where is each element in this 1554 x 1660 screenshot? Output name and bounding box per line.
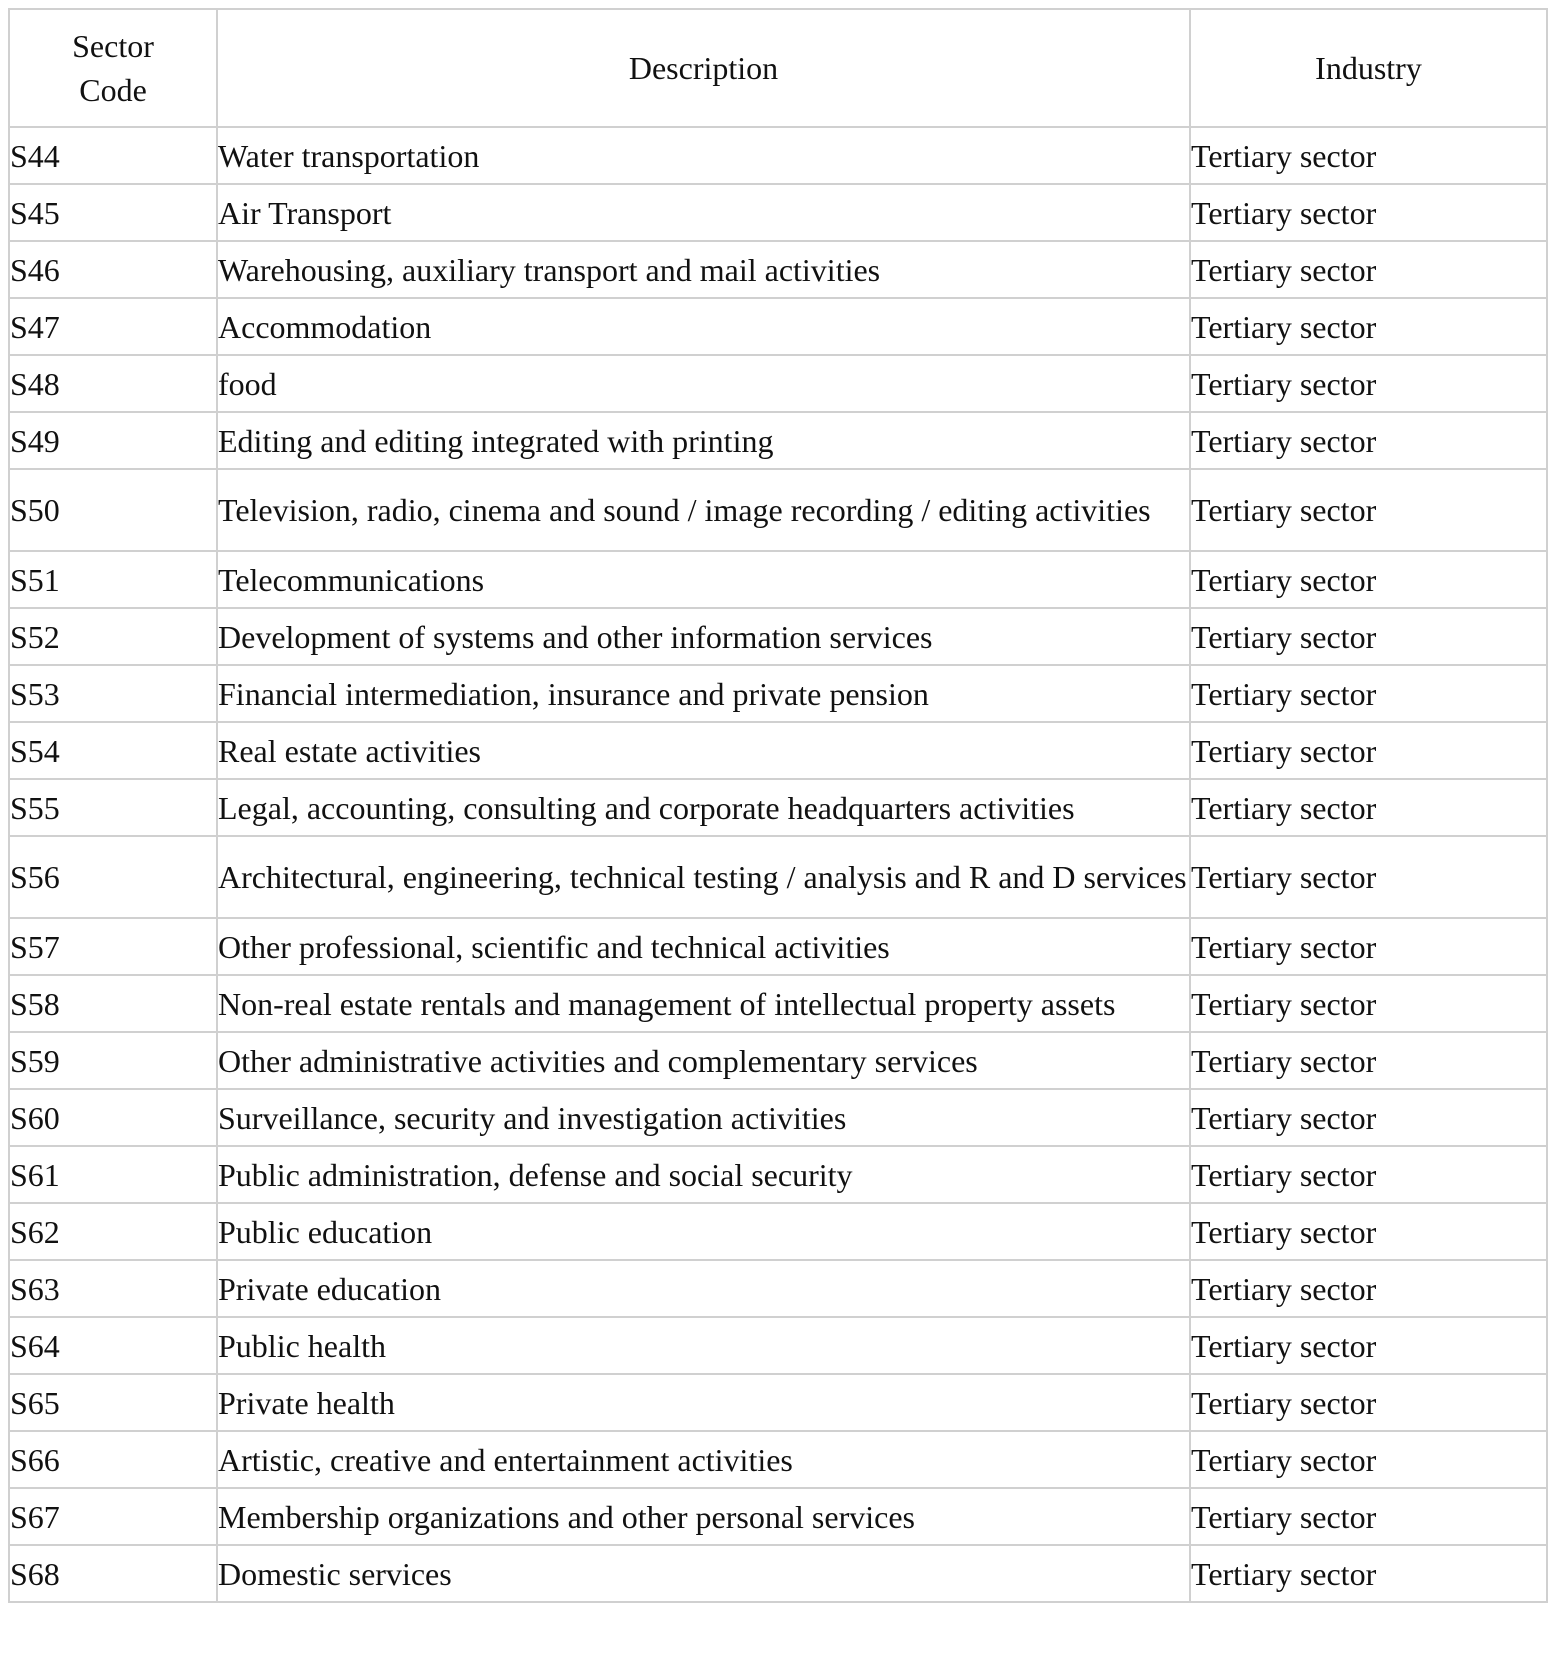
table-row <box>9 551 1547 608</box>
sector-code-cell: S64 <box>9 1317 217 1374</box>
table-row <box>9 1146 1547 1203</box>
sector-code-cell: S53 <box>9 665 217 722</box>
description-cell: Domestic services <box>217 1545 1190 1602</box>
sector-code-cell: S55 <box>9 779 217 836</box>
sector-code-cell: S62 <box>9 1203 217 1260</box>
table-row <box>9 1260 1547 1317</box>
description-cell: Financial intermediation, insurance and private pension <box>217 665 1190 722</box>
sector-code-cell: S60 <box>9 1089 217 1146</box>
table-row <box>9 469 1547 551</box>
table-row <box>9 355 1547 412</box>
table-row <box>9 412 1547 469</box>
description-cell: Surveillance, security and investigation activities <box>217 1089 1190 1146</box>
description-cell: Development of systems and other information services <box>217 608 1190 665</box>
table-body <box>9 127 1547 1602</box>
description-cell: Non-real estate rentals and management of intellectual property assets <box>217 975 1190 1032</box>
industry-cell: Tertiary sector <box>1190 241 1547 298</box>
table-header <box>9 9 1547 127</box>
industry-cell: Tertiary sector <box>1190 1545 1547 1602</box>
industry-cell: Tertiary sector <box>1190 722 1547 779</box>
industry-cell: Tertiary sector <box>1190 1317 1547 1374</box>
description-cell: Air Transport <box>217 184 1190 241</box>
sector-code-cell: S57 <box>9 918 217 975</box>
description-cell: Accommodation <box>217 298 1190 355</box>
header-industry: Industry <box>1190 9 1547 127</box>
table-row <box>9 127 1547 184</box>
table-row <box>9 1545 1547 1602</box>
industry-cell: Tertiary sector <box>1190 1374 1547 1431</box>
sector-code-cell: S45 <box>9 184 217 241</box>
industry-cell: Tertiary sector <box>1190 975 1547 1032</box>
sector-code-cell: S47 <box>9 298 217 355</box>
description-cell: Architectural, engineering, technical testing / analysis and R and D services <box>217 836 1190 918</box>
description-cell: Other professional, scientific and technical activities <box>217 918 1190 975</box>
description-cell: Private health <box>217 1374 1190 1431</box>
table-row <box>9 975 1547 1032</box>
sector-code-cell: S58 <box>9 975 217 1032</box>
industry-cell: Tertiary sector <box>1190 1488 1547 1545</box>
sector-code-cell: S66 <box>9 1431 217 1488</box>
table-row <box>9 1488 1547 1545</box>
industry-cell: Tertiary sector <box>1190 127 1547 184</box>
description-cell: Private education <box>217 1260 1190 1317</box>
table-row <box>9 779 1547 836</box>
industry-cell: Tertiary sector <box>1190 1032 1547 1089</box>
industry-cell: Tertiary sector <box>1190 608 1547 665</box>
description-cell: Public administration, defense and social security <box>217 1146 1190 1203</box>
industry-cell: Tertiary sector <box>1190 551 1547 608</box>
sector-code-cell: S63 <box>9 1260 217 1317</box>
industry-cell: Tertiary sector <box>1190 1431 1547 1488</box>
sector-code-cell: S44 <box>9 127 217 184</box>
sector-code-cell: S65 <box>9 1374 217 1431</box>
table-row <box>9 836 1547 918</box>
description-cell: Warehousing, auxiliary transport and mail activities <box>217 241 1190 298</box>
sector-code-cell: S51 <box>9 551 217 608</box>
table-row <box>9 241 1547 298</box>
table-row <box>9 1203 1547 1260</box>
table-row <box>9 918 1547 975</box>
table-row <box>9 1032 1547 1089</box>
sector-code-cell: S67 <box>9 1488 217 1545</box>
industry-cell: Tertiary sector <box>1190 469 1547 551</box>
industry-cell: Tertiary sector <box>1190 836 1547 918</box>
description-cell: Public health <box>217 1317 1190 1374</box>
industry-cell: Tertiary sector <box>1190 918 1547 975</box>
industry-cell: Tertiary sector <box>1190 1146 1547 1203</box>
sector-code-cell: S59 <box>9 1032 217 1089</box>
table-row <box>9 184 1547 241</box>
sector-code-cell: S61 <box>9 1146 217 1203</box>
description-cell: Other administrative activities and complementary services <box>217 1032 1190 1089</box>
table-row <box>9 1317 1547 1374</box>
table-row <box>9 1089 1547 1146</box>
description-cell: Legal, accounting, consulting and corporate headquarters activities <box>217 779 1190 836</box>
description-cell: Public education <box>217 1203 1190 1260</box>
industry-cell: Tertiary sector <box>1190 412 1547 469</box>
header-sector-code-line1: Sector <box>72 28 154 64</box>
header-description: Description <box>217 9 1190 127</box>
sector-code-cell: S56 <box>9 836 217 918</box>
table-row <box>9 1431 1547 1488</box>
sector-code-cell: S52 <box>9 608 217 665</box>
table-row <box>9 608 1547 665</box>
description-cell: Television, radio, cinema and sound / image recording / editing activities <box>217 469 1190 551</box>
industry-cell: Tertiary sector <box>1190 779 1547 836</box>
header-sector-code <box>9 9 217 127</box>
table-row <box>9 722 1547 779</box>
industry-cell: Tertiary sector <box>1190 1203 1547 1260</box>
industry-cell: Tertiary sector <box>1190 184 1547 241</box>
description-cell: Editing and editing integrated with printing <box>217 412 1190 469</box>
sector-code-cell: S50 <box>9 469 217 551</box>
sector-code-cell: S54 <box>9 722 217 779</box>
description-cell: Real estate activities <box>217 722 1190 779</box>
description-cell: food <box>217 355 1190 412</box>
industry-cell: Tertiary sector <box>1190 355 1547 412</box>
header-sector-code-line2: Code <box>79 72 147 108</box>
industry-cell: Tertiary sector <box>1190 1260 1547 1317</box>
sector-code-cell: S49 <box>9 412 217 469</box>
industry-cell: Tertiary sector <box>1190 1089 1547 1146</box>
table-row <box>9 665 1547 722</box>
sector-table <box>8 8 1548 1603</box>
description-cell: Telecommunications <box>217 551 1190 608</box>
sector-code-cell: S68 <box>9 1545 217 1602</box>
table-row <box>9 298 1547 355</box>
description-cell: Membership organizations and other personal services <box>217 1488 1190 1545</box>
header-row <box>9 9 1547 127</box>
description-cell: Artistic, creative and entertainment activities <box>217 1431 1190 1488</box>
description-cell: Water transportation <box>217 127 1190 184</box>
industry-cell: Tertiary sector <box>1190 298 1547 355</box>
sector-code-cell: S46 <box>9 241 217 298</box>
table-row <box>9 1374 1547 1431</box>
sector-code-cell: S48 <box>9 355 217 412</box>
industry-cell: Tertiary sector <box>1190 665 1547 722</box>
